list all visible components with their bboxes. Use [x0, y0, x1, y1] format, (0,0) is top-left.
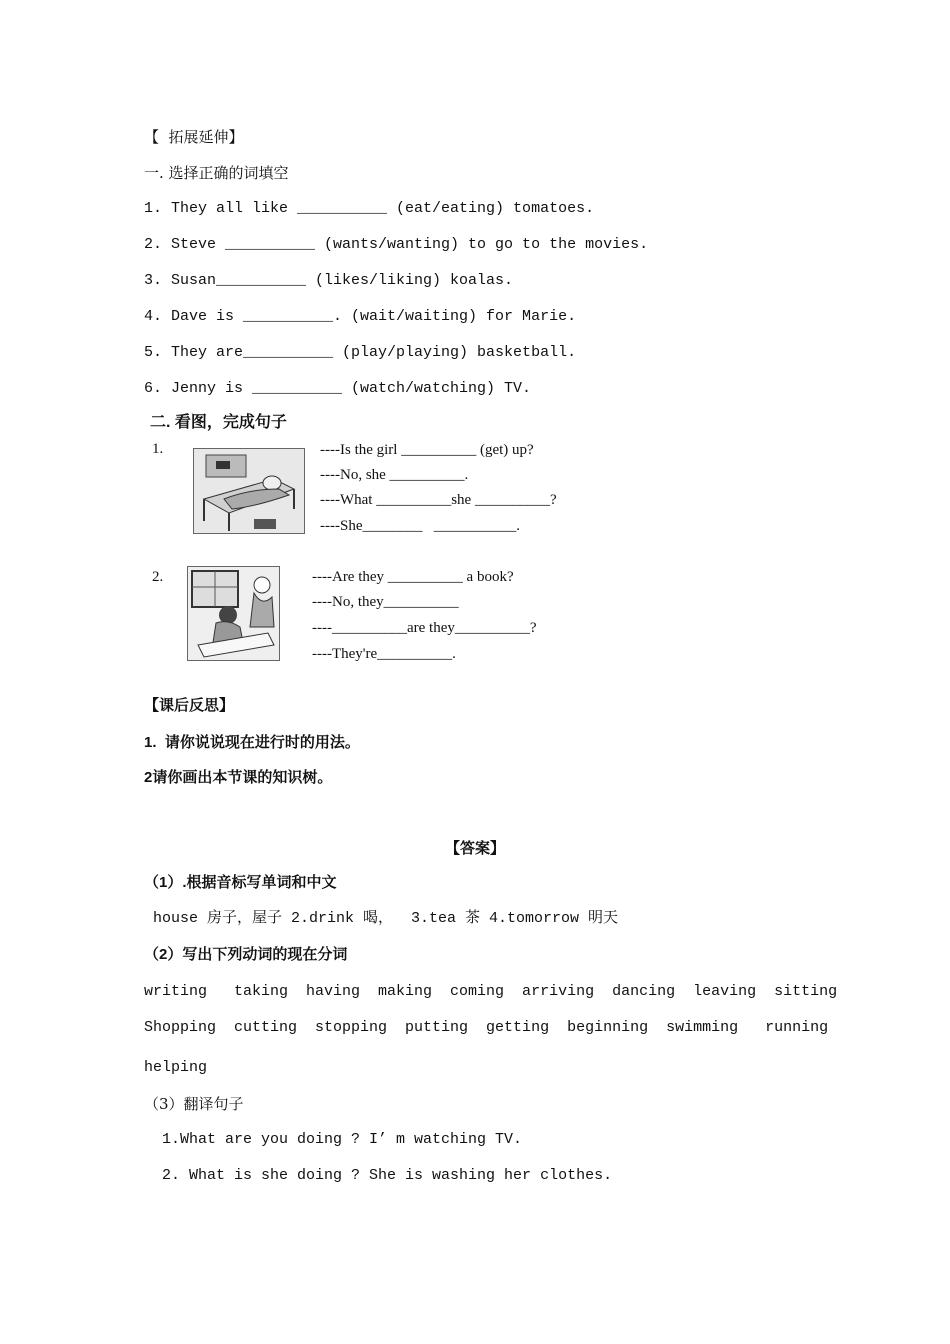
pic1-line-4: ----She________ ___________. — [320, 518, 520, 534]
exercise-item-2: 2. Steve __________ (wants/wanting) to go to the movies. — [144, 236, 649, 253]
pic2-line-4: ----They're__________. — [312, 646, 456, 662]
exercise-item-4: 4. Dave is __________. (wait/waiting) for Marie. — [144, 308, 577, 325]
pic1-line-1: ----Is the girl __________ (get) up? — [320, 442, 534, 458]
reflection-title: 【课后反思】 — [144, 697, 235, 714]
answer-sec1-title: （1）.根据音标写单词和中文 — [144, 874, 337, 891]
two-girls-reading-icon — [188, 567, 279, 660]
bed-illustration — [193, 448, 305, 534]
pic1-number: 1. — [152, 441, 164, 457]
answer-sec2-row-2: Shopping cutting stopping putting getting beginning swimming running — [144, 1019, 829, 1036]
section-extend-title: 【 拓展延伸】 — [144, 128, 244, 146]
exercise-item-1: 1. They all like __________ (eat/eating) tomatoes. — [144, 200, 595, 217]
answer-sec2-title: （2）写出下列动词的现在分词 — [144, 946, 348, 963]
part1-title: 一. 选择正确的词填空 — [144, 164, 289, 182]
pic2-line-1: ----Are they __________ a book? — [312, 569, 514, 585]
pic1-line-2: ----No, she __________. — [320, 467, 469, 483]
answer-sec1-text: house 房子，屋子 2.drink 喝， 3.tea 茶 4.tomorrow 明天 — [144, 910, 619, 927]
reflection-item-2: 2请你画出本节课的知识树。 — [144, 769, 333, 786]
answer-sec2-row-1: writing taking having making coming arriving dancing leaving sitting — [144, 983, 838, 1000]
exercise-item-6: 6. Jenny is __________ (watch/watching) TV. — [144, 380, 532, 397]
answer-title: 【答案】 — [444, 840, 505, 857]
pic2-line-3: ----__________are they__________? — [312, 620, 537, 636]
answer-sec3-item-1: 1.What are you doing ? I’ m watching TV. — [144, 1131, 523, 1148]
pic1-line-3: ----What __________she __________? — [320, 492, 557, 508]
reflection-item-1: 1. 请你说说现在进行时的用法。 — [144, 734, 360, 751]
exercise-item-5: 5. They are__________ (play/playing) basketball. — [144, 344, 577, 361]
answer-sec3-item-2: 2. What is she doing ? She is washing her clothes. — [144, 1167, 613, 1184]
answer-sec3-title: （3）翻译句子 — [144, 1095, 244, 1113]
answer-sec2-row-3: helping — [144, 1059, 208, 1076]
pic2-number: 2. — [152, 569, 164, 585]
pic2-line-2: ----No, they__________ — [312, 594, 459, 610]
reading-illustration — [187, 566, 280, 661]
part2-title: 二. 看图，完成句子 — [150, 414, 287, 431]
exercise-item-3: 3. Susan__________ (likes/liking) koalas. — [144, 272, 514, 289]
sleeping-girl-icon — [194, 449, 304, 533]
